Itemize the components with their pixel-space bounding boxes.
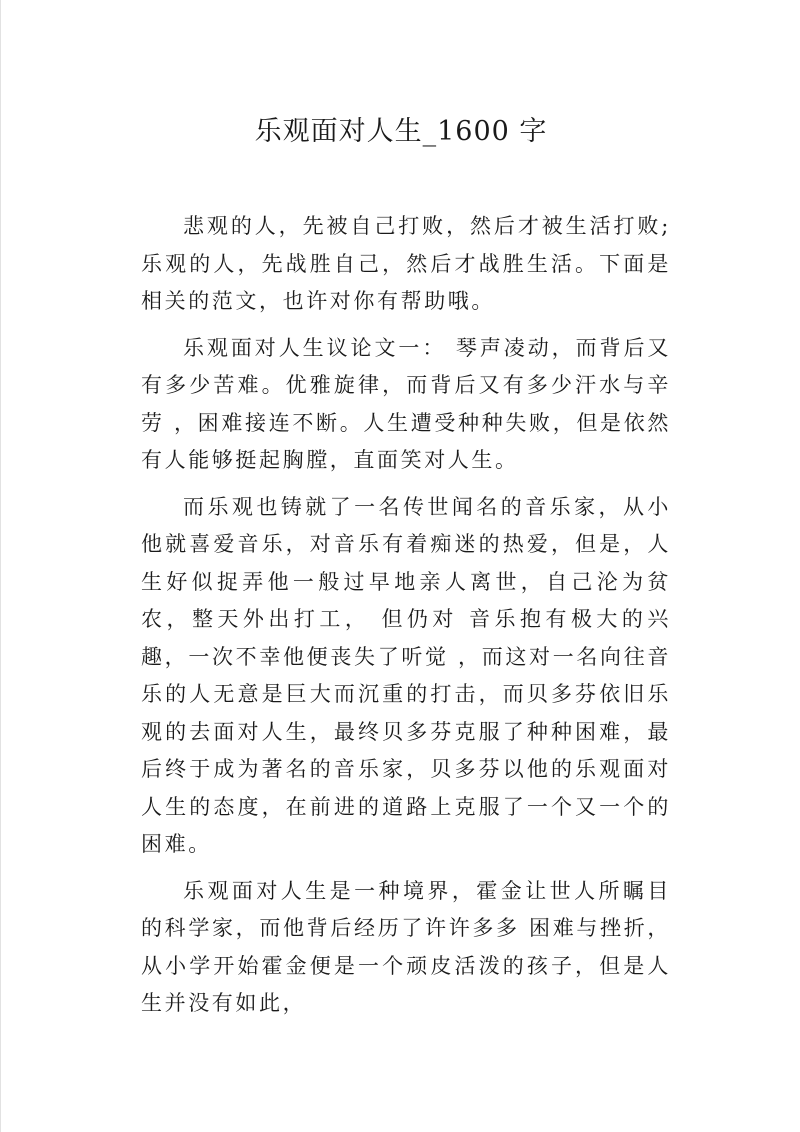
document-body <box>141 208 671 1032</box>
document-title: 乐观面对人生_1600 字 <box>254 116 548 147</box>
paragraph-hawking: 乐观面对人生是一种境界，霍金让世人所瞩目的科学家，而他背后经历了许许多多 困难与挫折，从小学开始霍金便是一个顽皮活泼的孩子，但是人生并没有如此， <box>141 878 671 1015</box>
paragraph-beethoven: 而乐观也铸就了一名传世闻名的音乐家，从小他就喜爱音乐，对音乐有着痴迷的热爱，但是，人生好似捉弄他一般过早地亲人离世，自己沦为贫农，整天外出打工， 但仍对 音乐抱有极大的兴趣，一次不幸他便丧失了听觉 ，而这对一名向往音乐的人无意是巨大而沉重的打击，而贝多芬依旧乐观的去面对人生，最终贝多芬克服了种种困难，最后终于成为著名的音乐家，贝多芬以他的乐观面对人生的态度，在前进的道路上克服了一个又一个的困难。 <box>141 494 671 856</box>
paragraph-essay-one: 乐观面对人生议论文一： 琴声凌动，而背后又有多少苦难。优雅旋律，而背后又有多少汗水与辛劳 ，困难接连不断。人生遭受种种失败，但是依然有人能够挺起胸膛，直面笑对人生。 <box>141 335 671 472</box>
paragraph-intro: 悲观的人，先被自己打败，然后才被生活打败;乐观的人，先战胜自己，然后才战胜生活。下面是相关的范文，也许对你有帮助哦。 <box>141 214 671 313</box>
